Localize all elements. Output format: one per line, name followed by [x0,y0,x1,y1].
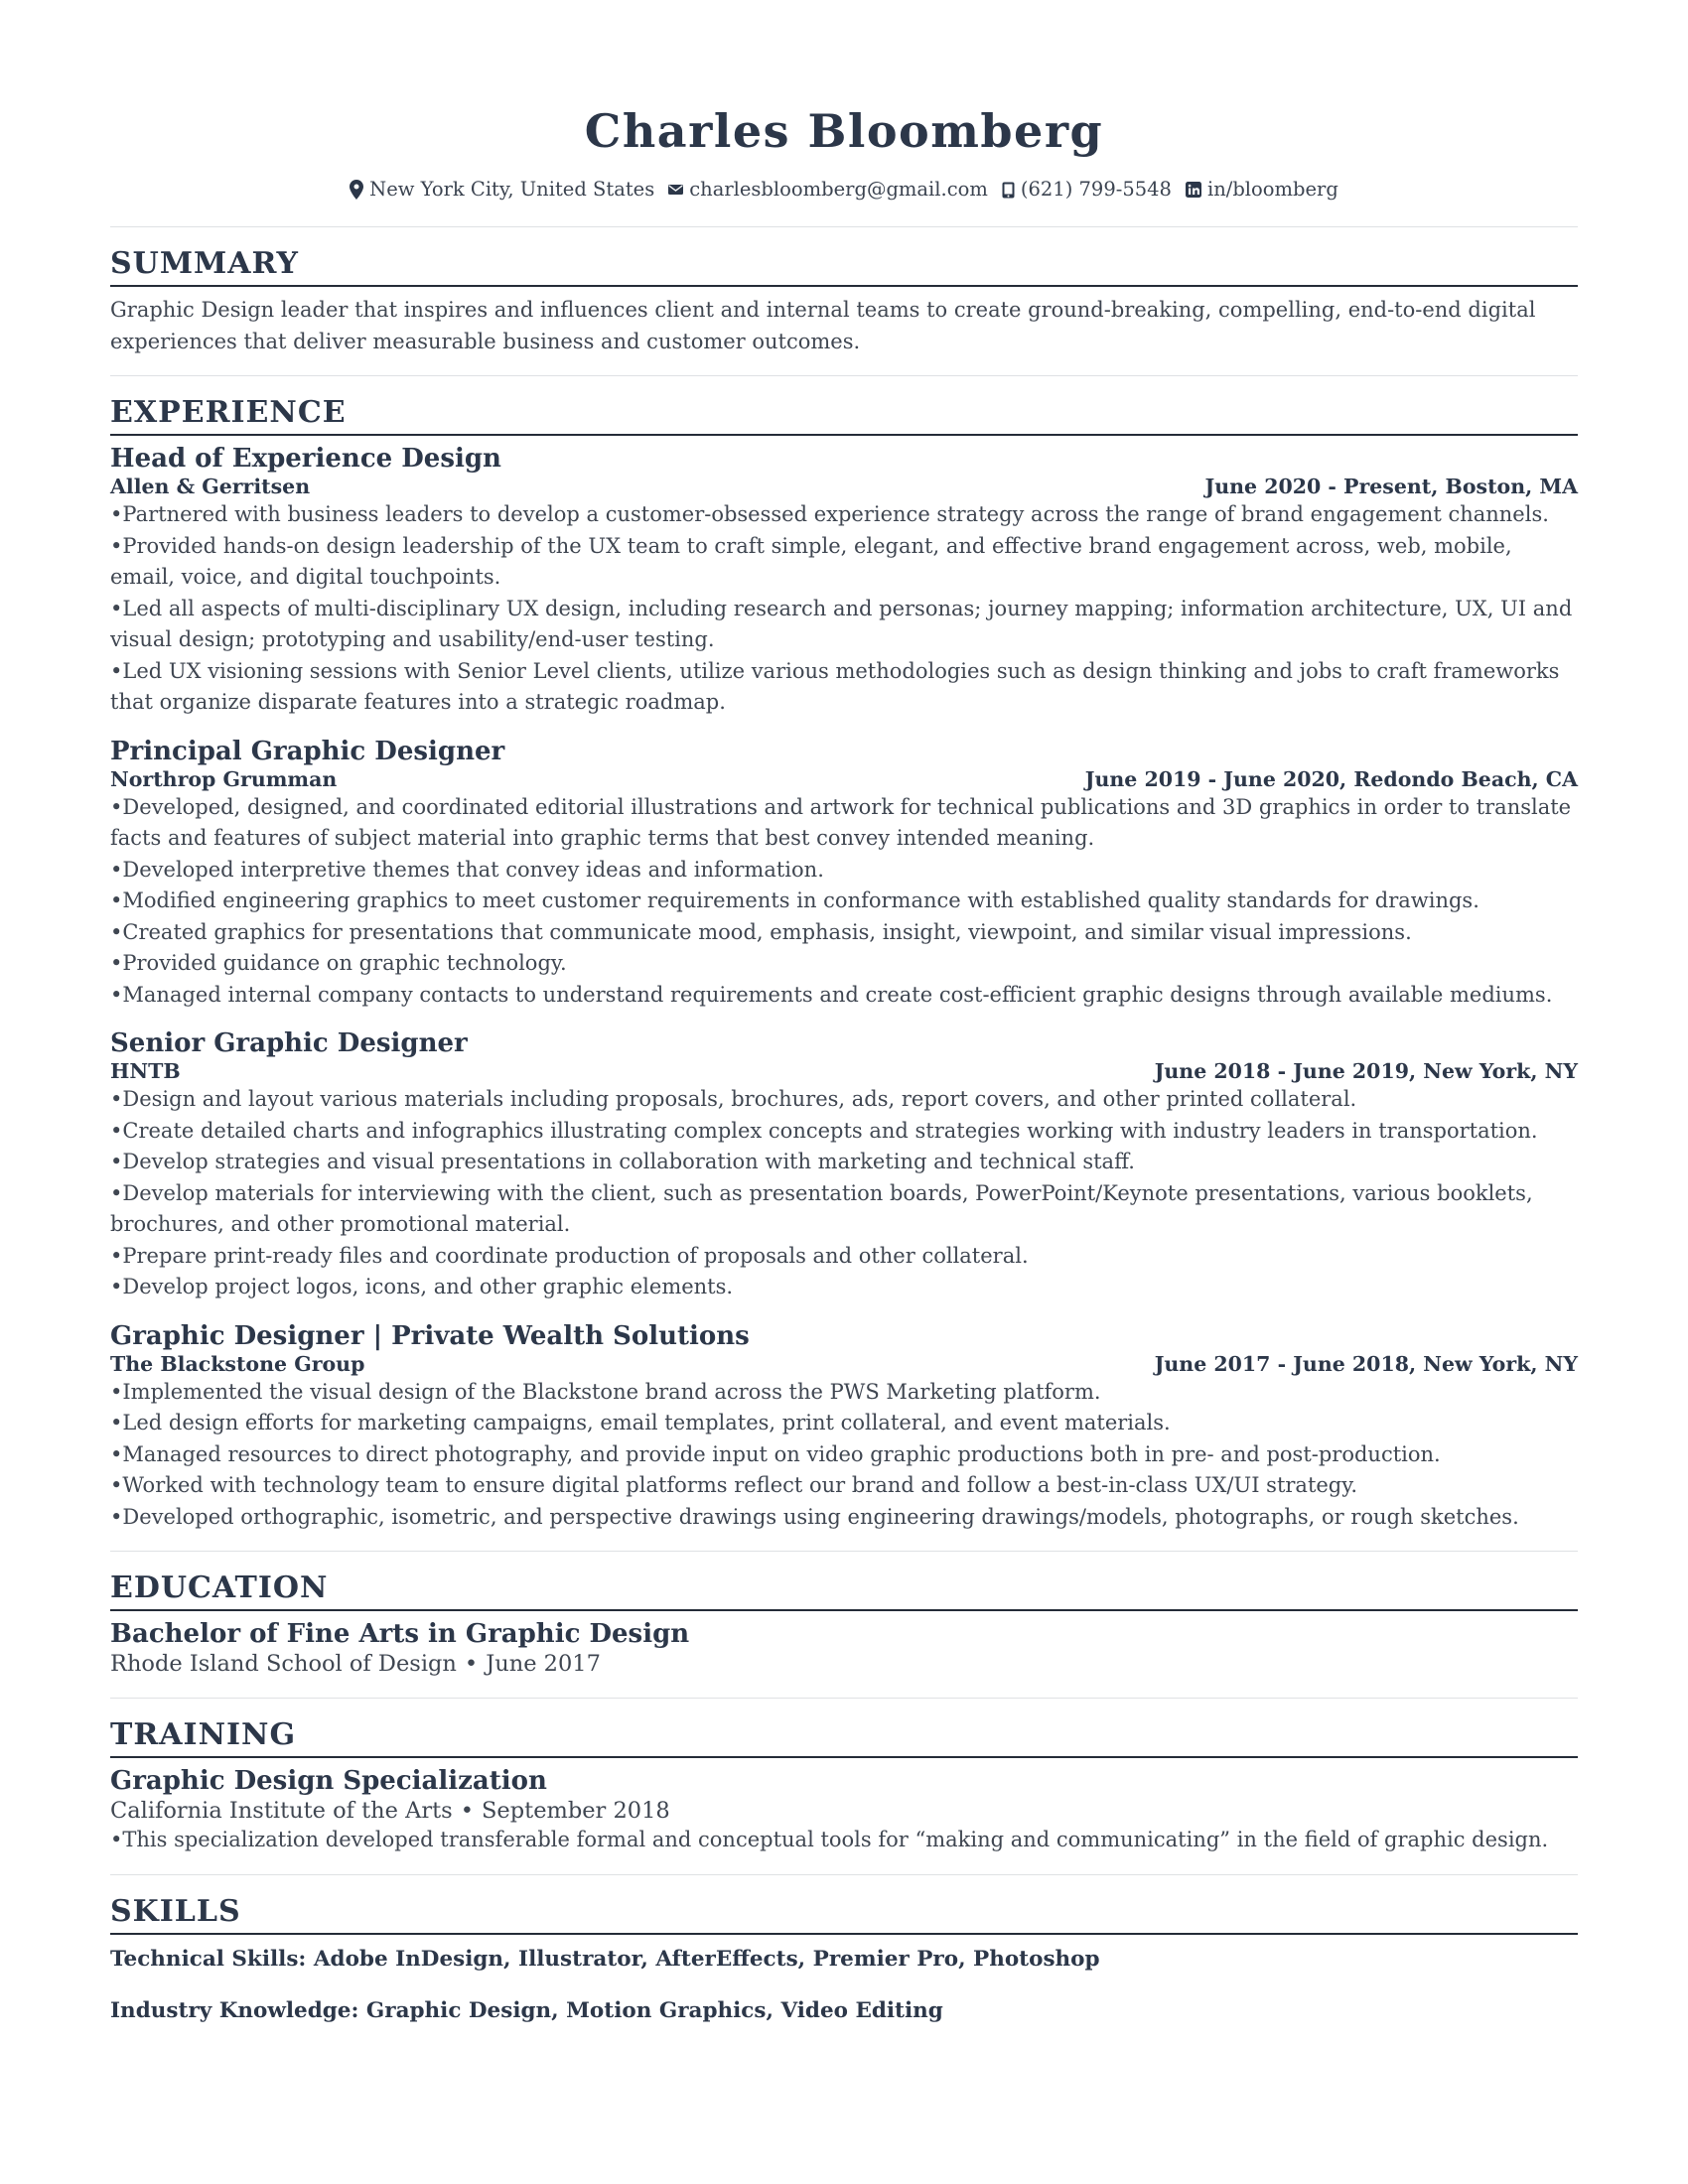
job-bullet: • Provided hands-on design leadership of the UX team to craft simple, elegant, and effective brand engagement across, web, mobile, email, voice, and digital touchpoints. [110,531,1578,594]
candidate-name: Charles Bloomberg [584,104,1104,158]
job-bullet: • Develop materials for interviewing with the client, such as presentation boards, PowerPoint/Keynote presentations, various booklets, brochures, and other promotional material. [110,1178,1578,1241]
job-dates: June 2020 - Present, Boston, MA [1204,475,1578,498]
summary-text: Graphic Design leader that inspires and influences client and internal teams to create ground-breaking, compelling, end-to-end digital experiences that deliver measurable business and customer outcomes. [110,298,1536,353]
training-bullet: • This specialization developed transferable formal and conceptual tools for “making and communicating” in the field of graphic design. [110,1825,1578,1856]
job-meta [110,1059,1578,1084]
degree-title: Bachelor of Fine Arts in Graphic Design [110,1619,690,1649]
job-entry [110,1321,1578,1534]
skills-line-technical: Technical Skills: Adobe InDesign, Illustrator, AfterEffects, Premier Pro, Photoshop [110,1946,1100,1972]
map-pin-icon [350,180,363,200]
contact-linkedin[interactable] [1186,177,1338,203]
job-bullet: • Modified engineering graphics to meet customer requirements in conformance with established quality standards for drawings. [110,886,1578,917]
job-entry [110,737,1578,1012]
linkedin-icon [1186,182,1201,198]
job-title: Graphic Designer | Private Wealth Solutions [110,1320,750,1351]
job-bullet: • Create detailed charts and infographics illustrating complex concepts and strategies working with industry leaders in transportation. [110,1116,1578,1148]
job-dates: June 2018 - June 2019, New York, NY [1154,1059,1578,1083]
job-entry [110,444,1578,719]
contact-email[interactable] [668,177,988,203]
job-meta [110,475,1578,499]
separator: • [460,1798,475,1824]
phone-icon [1002,182,1015,199]
mail-icon [668,184,683,196]
job-dates: June 2017 - June 2018, New York, NY [1154,1351,1578,1376]
job-bullet: • Develop strategies and visual presentations in collaboration with marketing and technical staff. [110,1147,1578,1178]
job-title: Head of Experience Design [110,444,501,474]
job-bullet: • Provided guidance on graphic technology. [110,948,1578,980]
section-title-experience: EXPERIENCE [110,396,1578,436]
training-meta [110,1797,1578,1825]
job-bullet: • Led design efforts for marketing campaigns, email templates, print collateral, and event materials. [110,1408,1578,1439]
training-title: Graphic Design Specialization [110,1766,547,1796]
job-bullet: • Developed orthographic, isometric, and perspective drawings using engineering drawings/models, photographs, or rough sketches. [110,1502,1578,1534]
job-title: Principal Graphic Designer [110,736,505,766]
training-section [110,1718,1578,1856]
education-date: June 2017 [486,1651,601,1677]
job-bullet: • Developed interpretive themes that convey ideas and information. [110,855,1578,887]
email-text[interactable]: charlesbloomberg@gmail.com [689,178,988,201]
job-bullet: • Implemented the visual design of the Blackstone brand across the PWS Marketing platform. [110,1377,1578,1409]
job-dates: June 2019 - June 2020, Redondo Beach, CA [1084,766,1578,791]
job-bullet: • Led all aspects of multi-disciplinary UX design, including research and personas; journey mapping; information architecture, UX, UI and visual design; prototyping and usability/end-user testing. [110,594,1578,656]
job-bullet: • Develop project logos, icons, and other graphic elements. [110,1272,1578,1303]
resume-header [110,0,1578,203]
skills-section [110,1895,1578,2026]
job-bullet: • Led UX visioning sessions with Senior Level clients, utilize various methodologies such as design thinking and jobs to craft frameworks that organize disparate features into a strategic roadmap. [110,656,1578,719]
divider [110,1874,1578,1875]
job-bullet: • Prepare print-ready files and coordinate production of proposals and other collateral. [110,1241,1578,1273]
phone-text[interactable]: (621) 799-5548 [1020,178,1172,201]
divider [110,1698,1578,1699]
contact-location [350,177,654,203]
job-entry [110,1028,1578,1303]
section-title-training: TRAINING [110,1718,1578,1758]
company-name: Northrop Grumman [110,766,338,791]
skills-line-industry: Industry Knowledge: Graphic Design, Motion Graphics, Video Editing [110,1997,943,2023]
job-bullet: • Managed resources to direct photography, and provide input on video graphic productions both in pre- and post-production. [110,1439,1578,1471]
job-bullet: • Worked with technology team to ensure digital platforms reflect our brand and follow a best-in-class UX/UI strategy. [110,1470,1578,1502]
location-text: New York City, United States [369,178,655,201]
section-title-summary: SUMMARY [110,247,1578,287]
job-title: Senior Graphic Designer [110,1028,468,1058]
divider [110,226,1578,227]
divider [110,375,1578,376]
company-name: The Blackstone Group [110,1351,365,1376]
job-bullet: • Created graphics for presentations that communicate mood, emphasis, insight, viewpoint, and similar visual impressions. [110,917,1578,949]
company-name: HNTB [110,1059,181,1083]
divider [110,1551,1578,1552]
training-date: September 2018 [482,1798,670,1824]
section-title-skills: SKILLS [110,1895,1578,1935]
section-title-education: EDUCATION [110,1571,1578,1611]
job-bullet: • Design and layout various materials including proposals, brochures, ads, report covers, and other printed collateral. [110,1084,1578,1116]
training-school: California Institute of the Arts [110,1798,453,1824]
education-section [110,1571,1578,1678]
summary-section [110,247,1578,357]
company-name: Allen & Gerritsen [110,475,311,498]
contact-phone[interactable] [1002,177,1172,203]
experience-section [110,396,1578,1533]
job-bullet: • Partnered with business leaders to develop a customer-obsessed experience strategy across the range of brand engagement channels. [110,499,1578,531]
linkedin-text[interactable]: in/bloomberg [1206,178,1338,201]
job-meta [110,1352,1578,1377]
school-name: Rhode Island School of Design [110,1651,457,1677]
contact-bar [110,177,1578,203]
separator: • [464,1651,479,1677]
education-meta [110,1650,1578,1678]
job-bullet: • Developed, designed, and coordinated editorial illustrations and artwork for technical publications and 3D graphics in order to translate facts and features of subject material into graphic terms that best convey intended meaning. [110,792,1578,855]
job-bullet: • Managed internal company contacts to understand requirements and create cost-efficient graphic designs through available mediums. [110,980,1578,1012]
job-meta [110,767,1578,792]
